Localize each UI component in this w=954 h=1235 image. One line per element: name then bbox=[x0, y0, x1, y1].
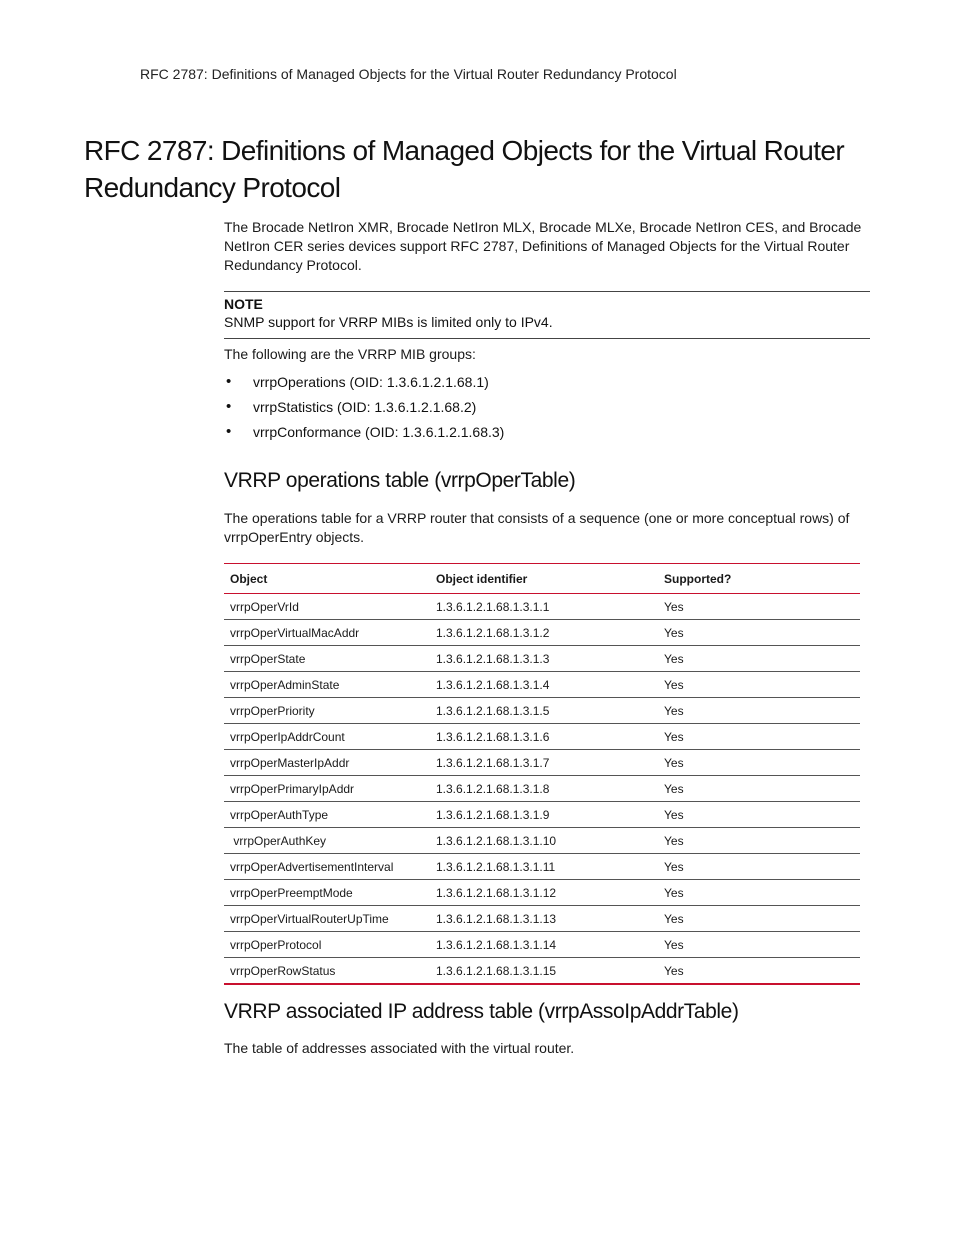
bullet-icon: • bbox=[226, 423, 232, 440]
note-text: SNMP support for VRRP MIBs is limited only to IPv4. bbox=[224, 314, 553, 330]
cell-oid: 1.3.6.1.2.1.68.1.3.1.8 bbox=[430, 776, 658, 802]
cell-supported: Yes bbox=[658, 620, 860, 646]
cell-supported: Yes bbox=[658, 854, 860, 880]
cell-object: vrrpOperPreemptMode bbox=[224, 880, 430, 906]
list-item bbox=[224, 423, 504, 448]
cell-object: vrrpOperVirtualMacAddr bbox=[224, 620, 430, 646]
table-row bbox=[224, 906, 860, 932]
cell-supported: Yes bbox=[658, 828, 860, 854]
cell-object: vrrpOperPriority bbox=[224, 698, 430, 724]
cell-object: vrrpOperVirtualRouterUpTime bbox=[224, 906, 430, 932]
cell-object: vrrpOperAuthType bbox=[224, 802, 430, 828]
cell-object: vrrpOperState bbox=[224, 646, 430, 672]
cell-oid: 1.3.6.1.2.1.68.1.3.1.6 bbox=[430, 724, 658, 750]
cell-oid: 1.3.6.1.2.1.68.1.3.1.9 bbox=[430, 802, 658, 828]
table-row bbox=[224, 880, 860, 906]
table-row bbox=[224, 620, 860, 646]
table-row bbox=[224, 646, 860, 672]
cell-supported: Yes bbox=[658, 594, 860, 620]
cell-supported: Yes bbox=[658, 750, 860, 776]
table-row bbox=[224, 750, 860, 776]
table-row bbox=[224, 828, 860, 854]
intro-paragraph: The Brocade NetIron XMR, Brocade NetIron MLX, Brocade MLXe, Brocade NetIron CES, and Brocade NetIron CER series devices support RFC 2787, Definitions of Managed Objects for the Virtual Router Redundancy Protocol. bbox=[224, 219, 862, 273]
section-heading-oper-table: VRRP operations table (vrrpOperTable) bbox=[224, 469, 576, 492]
cell-object: vrrpOperAuthKey bbox=[224, 828, 430, 854]
table-row bbox=[224, 958, 860, 985]
cell-object: vrrpOperProtocol bbox=[224, 932, 430, 958]
running-header: RFC 2787: Definitions of Managed Objects for the Virtual Router Redundancy Protocol bbox=[140, 66, 677, 82]
table-row bbox=[224, 932, 860, 958]
note-label: NOTE bbox=[224, 296, 263, 312]
cell-oid: 1.3.6.1.2.1.68.1.3.1.15 bbox=[430, 958, 658, 985]
cell-oid: 1.3.6.1.2.1.68.1.3.1.12 bbox=[430, 880, 658, 906]
table-row bbox=[224, 854, 860, 880]
cell-object: vrrpOperIpAddrCount bbox=[224, 724, 430, 750]
cell-object: vrrpOperAdminState bbox=[224, 672, 430, 698]
mib-group-list bbox=[224, 373, 504, 448]
cell-oid: 1.3.6.1.2.1.68.1.3.1.7 bbox=[430, 750, 658, 776]
cell-supported: Yes bbox=[658, 724, 860, 750]
cell-object: vrrpOperAdvertisementInterval bbox=[224, 854, 430, 880]
column-header-supported: Supported? bbox=[658, 564, 860, 594]
cell-supported: Yes bbox=[658, 672, 860, 698]
cell-oid: 1.3.6.1.2.1.68.1.3.1.13 bbox=[430, 906, 658, 932]
table-row bbox=[224, 802, 860, 828]
cell-oid: 1.3.6.1.2.1.68.1.3.1.11 bbox=[430, 854, 658, 880]
note-box bbox=[224, 291, 870, 339]
mib-groups-intro: The following are the VRRP MIB groups: bbox=[224, 346, 476, 362]
oper-table-description: The operations table for a VRRP router that consists of a sequence (one or more conceptual rows) of vrrpOperEntry objects. bbox=[224, 510, 850, 545]
cell-oid: 1.3.6.1.2.1.68.1.3.1.2 bbox=[430, 620, 658, 646]
cell-object: vrrpOperVrId bbox=[224, 594, 430, 620]
column-header-oid: Object identifier bbox=[430, 564, 658, 594]
list-item-text: vrrpOperations (OID: 1.3.6.1.2.1.68.1) bbox=[253, 374, 489, 390]
bullet-icon: • bbox=[226, 373, 232, 390]
cell-supported: Yes bbox=[658, 958, 860, 985]
cell-supported: Yes bbox=[658, 802, 860, 828]
cell-object: vrrpOperMasterIpAddr bbox=[224, 750, 430, 776]
cell-object: vrrpOperPrimaryIpAddr bbox=[224, 776, 430, 802]
table-row bbox=[224, 724, 860, 750]
list-item-text: vrrpStatistics (OID: 1.3.6.1.2.1.68.2) bbox=[253, 399, 477, 415]
cell-oid: 1.3.6.1.2.1.68.1.3.1.5 bbox=[430, 698, 658, 724]
table-row bbox=[224, 776, 860, 802]
list-item bbox=[224, 398, 504, 423]
page-title: RFC 2787: Definitions of Managed Objects for the Virtual Router Redundancy Protocol bbox=[84, 135, 845, 203]
column-header-object: Object bbox=[224, 564, 430, 594]
cell-object: vrrpOperRowStatus bbox=[224, 958, 430, 985]
list-item bbox=[224, 373, 504, 398]
table-row bbox=[224, 594, 860, 620]
section-heading-asso-table: VRRP associated IP address table (vrrpAssoIpAddrTable) bbox=[224, 1000, 739, 1023]
cell-oid: 1.3.6.1.2.1.68.1.3.1.1 bbox=[430, 594, 658, 620]
cell-oid: 1.3.6.1.2.1.68.1.3.1.10 bbox=[430, 828, 658, 854]
cell-supported: Yes bbox=[658, 646, 860, 672]
cell-supported: Yes bbox=[658, 776, 860, 802]
cell-supported: Yes bbox=[658, 880, 860, 906]
cell-supported: Yes bbox=[658, 698, 860, 724]
list-item-text: vrrpConformance (OID: 1.3.6.1.2.1.68.3) bbox=[253, 424, 505, 440]
cell-oid: 1.3.6.1.2.1.68.1.3.1.4 bbox=[430, 672, 658, 698]
table-row bbox=[224, 698, 860, 724]
cell-oid: 1.3.6.1.2.1.68.1.3.1.3 bbox=[430, 646, 658, 672]
cell-supported: Yes bbox=[658, 932, 860, 958]
cell-supported: Yes bbox=[658, 906, 860, 932]
vrrp-oper-table bbox=[224, 563, 860, 985]
asso-table-description: The table of addresses associated with the virtual router. bbox=[224, 1040, 575, 1056]
table-row bbox=[224, 672, 860, 698]
bullet-icon: • bbox=[226, 398, 232, 415]
cell-oid: 1.3.6.1.2.1.68.1.3.1.14 bbox=[430, 932, 658, 958]
table-header-row bbox=[224, 564, 860, 594]
